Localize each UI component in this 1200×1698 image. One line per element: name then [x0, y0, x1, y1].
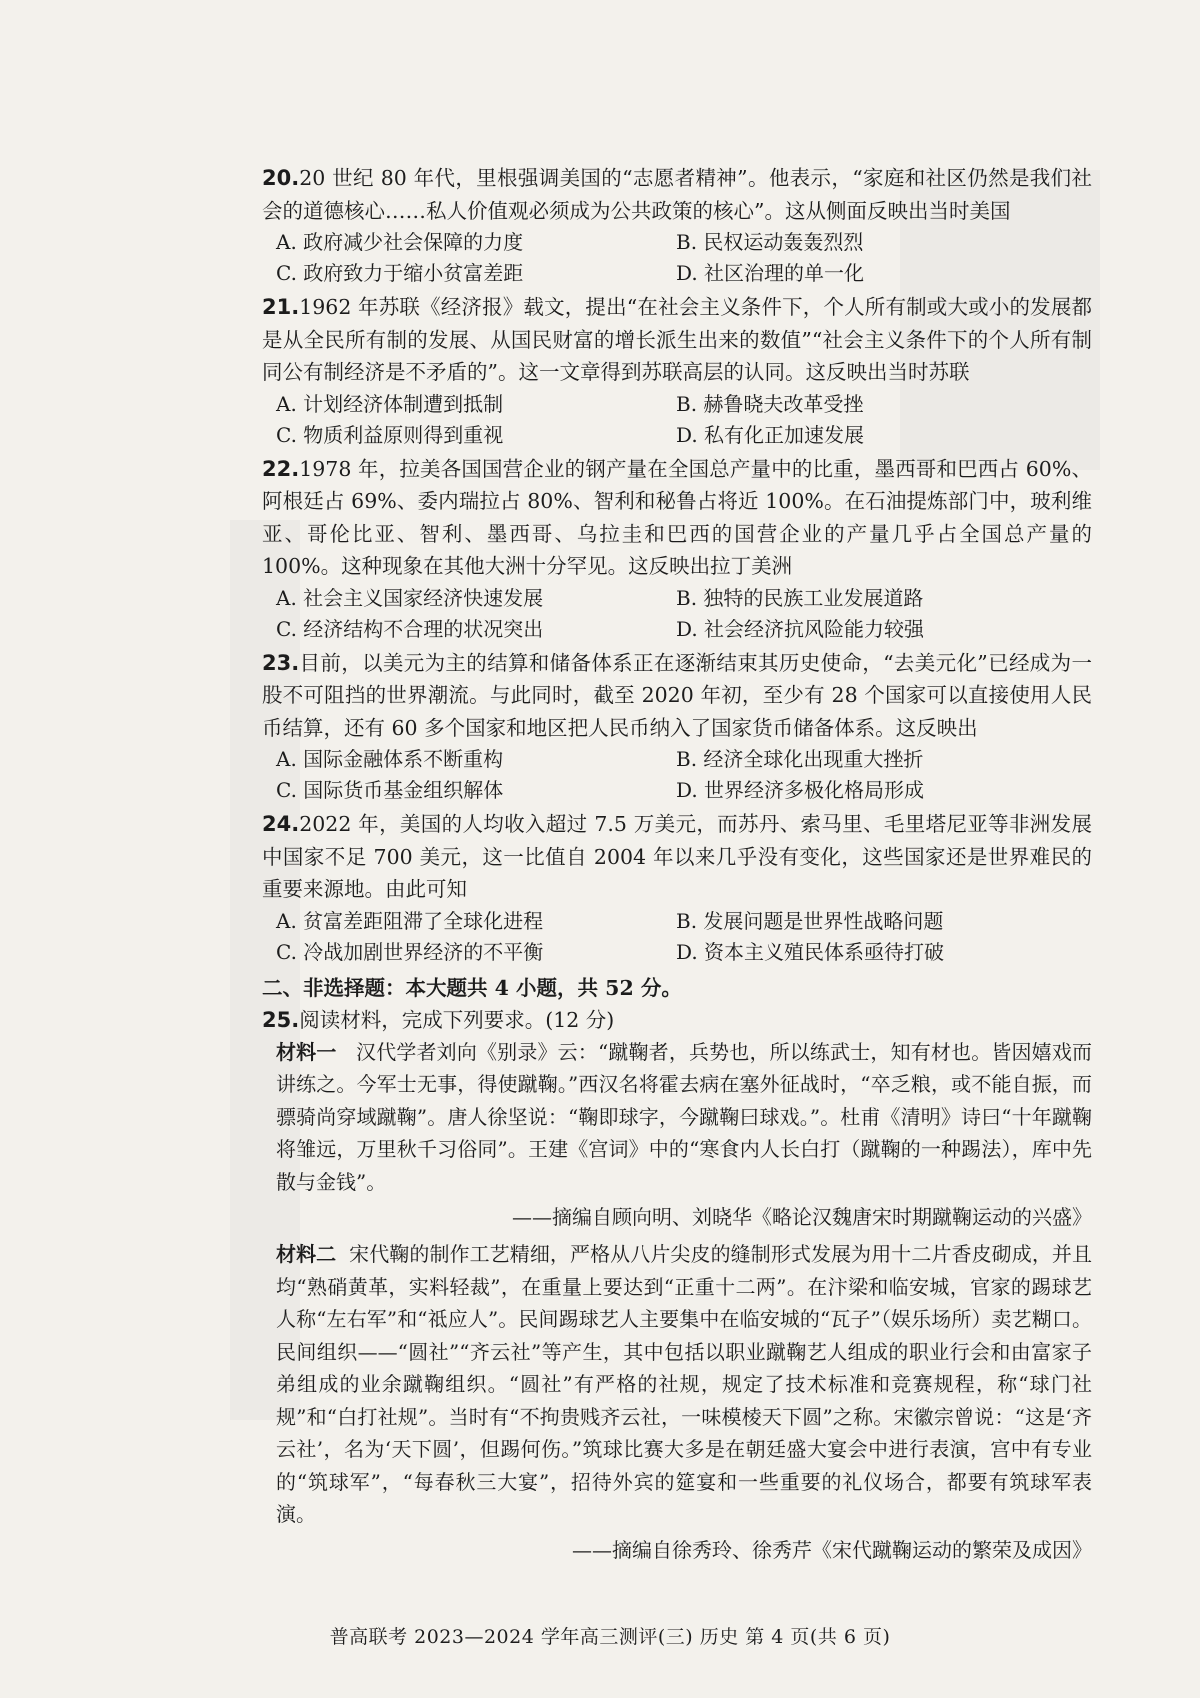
answer-option: D. 社区治理的单一化	[676, 261, 865, 285]
question-stem	[262, 453, 1092, 583]
answer-option: B. 经济全球化出现重大挫折	[676, 747, 924, 771]
question	[262, 647, 1092, 807]
question-25-text: 阅读材料，完成下列要求。(12 分)	[299, 1007, 615, 1032]
page-footer: 普高联考 2023—2024 学年高三测评(三) 历史 第 4 页(共 6 页)	[329, 1626, 891, 1648]
material-one-label: 材料一	[276, 1039, 337, 1064]
answer-option: D. 私有化正加速发展	[676, 422, 865, 447]
question-25-prompt	[262, 1004, 1092, 1036]
question-number: 23.	[262, 650, 300, 675]
material-one-text: 汉代学者刘向《别录》云：“蹴鞠者，兵势也，所以练武士，知有材也。皆因嬉戏而讲练之。今军士无事，得使蹴鞠。”西汉名将霍去病在塞外征战时，“卒乏粮，或不能自振，而骠骑尚穿域蹴鞠”。唐人徐坚说：“鞠即球字，今蹴鞠曰球戏。”。杜甫《清明》诗曰“十年蹴鞠将雏远，万里秋千习俗同”。王建《宫词》中的“寒食内人长白打（蹴鞠的一种踢法），库中先散与金钱”。	[276, 1039, 1093, 1194]
answer-option: A. 社会主义国家经济快速发展	[276, 585, 544, 610]
material-two-source: ——摘编自徐秀玲、徐秀芹《宋代蹴鞠运动的繁荣及成因》	[572, 1537, 1092, 1562]
question	[262, 453, 1092, 645]
question-number: 21.	[262, 295, 300, 319]
answer-option: B. 赫鲁晓夫改革受挫	[676, 391, 864, 416]
answer-option: C. 冷战加剧世界经济的不平衡	[276, 939, 544, 964]
material-two-text: 宋代鞠的制作工艺精细，严格从八片尖皮的缝制形式发展为用十二片香皮砌成，并且均“熟硝黄革，实料轻裁”，在重量上要达到“正重十二两”。在汴梁和临安城，官家的踢球艺人称“左右军”和“祗应人”。民间踢球艺人主要集中在临安城的“瓦子”（娱乐场所）卖艺糊口。民间组织——“圆社”“齐云社”等产生，其中包括以职业蹴鞠艺人组成的职业行会和由富家子弟组成的业余蹴鞠组织。“圆社”有严格的社规，规定了技术标准和竞赛规程，称“球门社规”和“白打社规”。当时有“不拘贵贱齐云社，一味模棱天下圆”之称。宋徽宗曾说：“这是‘齐云社’，名为‘天下圆’，但踢何伤。”筑球比赛大多是在朝廷盛大宴会中进行表演，宫中有专业的“筑球军”，“每春秋三大宴”，招待外宾的筵宴和一些重要的礼仪场合，都要有筑球军表演。	[276, 1242, 1093, 1526]
answer-option: A. 政府减少社会保障的力度	[276, 230, 524, 254]
question-stem	[262, 808, 1092, 906]
material-one-source: ——摘编自顾向明、刘晓华《略论汉魏唐宋时期蹴鞠运动的兴盛》	[512, 1205, 1092, 1229]
answer-option: C. 物质利益原则得到重视	[276, 422, 504, 447]
material-one	[262, 1036, 1092, 1199]
question-text: 目前，以美元为主的结算和储备体系正在逐渐结束其历史使命，“去美元化”已经成为一股不可阻挡的世界潮流。与此同时，截至 2020 年初，至少有 28 个国家可以直接使用人民币结算，还有 60 多个国家和地区把人民币纳入了国家货币储备体系。这反映出	[262, 650, 1092, 740]
question-stem	[262, 647, 1092, 745]
answer-option: B. 发展问题是世界性战略问题	[676, 908, 944, 933]
answer-option: C. 经济结构不合理的状况突出	[276, 616, 544, 641]
answer-option: C. 国际货币基金组织解体	[276, 778, 504, 802]
page-content	[262, 162, 1092, 1571]
answer-option: B. 民权运动轰轰烈烈	[676, 230, 864, 254]
question	[262, 162, 1092, 289]
question-text: 2022 年，美国的人均收入超过 7.5 万美元，而苏丹、索马里、毛里塔尼亚等非洲发展中国家不足 700 美元，这一比值自 2004 年以来几乎没有变化，这些国家还是世界难民的重要来源地。由此可知	[262, 812, 1092, 901]
question-25	[262, 1004, 1092, 1567]
question-text: 1962 年苏联《经济报》载文，提出“在社会主义条件下，个人所有制或大或小的发展都是从全民所有制的发展、从国民财富的增长派生出来的数值”“社会主义条件下的个人所有制同公有制经济是不矛盾的”。这一文章得到苏联高层的认同。这反映出当时苏联	[262, 295, 1092, 384]
answer-option: A. 计划经济体制遭到抵制	[276, 391, 504, 416]
question-stem	[262, 291, 1092, 389]
question	[262, 291, 1092, 451]
answer-option: A. 贫富差距阻滞了全球化进程	[276, 908, 544, 933]
answer-option: A. 国际金融体系不断重构	[276, 747, 504, 771]
answer-options	[262, 227, 1092, 289]
question-number: 20.	[262, 166, 300, 190]
answer-options	[262, 744, 1092, 806]
material-two	[262, 1238, 1092, 1531]
question	[262, 808, 1092, 968]
answer-option: B. 独特的民族工业发展道路	[676, 585, 924, 610]
question-number: 25.	[262, 1007, 300, 1032]
answer-option: D. 世界经济多极化格局形成	[676, 778, 925, 802]
material-two-label: 材料二	[276, 1242, 337, 1266]
question-number: 22.	[262, 456, 300, 481]
multiple-choice-questions	[262, 162, 1092, 968]
question-text: 20 世纪 80 年代，里根强调美国的“志愿者精神”。他表示，“家庭和社区仍然是我们社会的道德核心……私人价值观必须成为公共政策的核心”。这从侧面反映出当时美国	[262, 166, 1092, 223]
question-text: 1978 年，拉美各国国营企业的钢产量在全国总产量中的比重，墨西哥和巴西占 60%、阿根廷占 69%、委内瑞拉占 80%、智利和秘鲁占将近 100%。在石油提炼部门中，玻利维亚、哥伦比亚、智利、墨西哥、乌拉圭和巴西的国营企业的产量几乎占全国总产量的 100%。这种现象在其他大洲十分罕见。这反映出拉丁美洲	[262, 456, 1092, 578]
answer-options	[262, 389, 1092, 451]
question-number: 24.	[262, 812, 300, 836]
answer-option: D. 资本主义殖民体系亟待打破	[676, 939, 945, 964]
answer-options	[262, 906, 1092, 968]
section-heading: 二、非选择题：本大题共 4 小题，共 52 分。	[262, 975, 682, 1000]
answer-option: C. 政府致力于缩小贫富差距	[276, 261, 524, 285]
question-stem	[262, 162, 1092, 227]
answer-options	[262, 583, 1092, 645]
answer-option: D. 社会经济抗风险能力较强	[676, 616, 925, 641]
